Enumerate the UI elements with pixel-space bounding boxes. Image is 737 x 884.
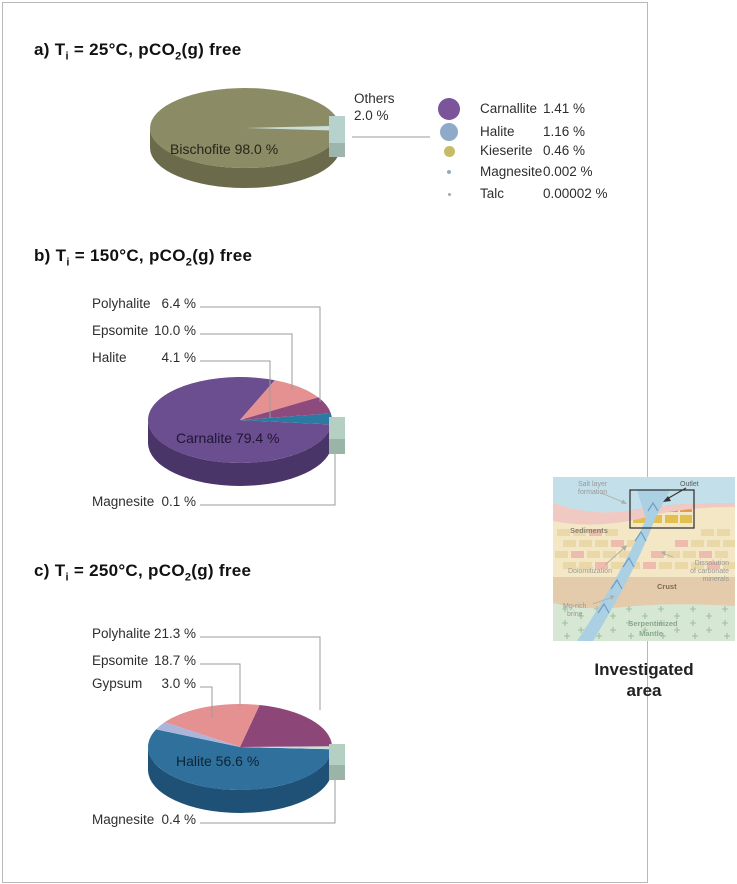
callout-value: 0.1 % <box>161 494 196 509</box>
legend-swatch-talc <box>448 193 451 196</box>
title-part: = 250°C, pCO <box>68 561 185 580</box>
pie-b-exploded-square-side <box>329 439 345 454</box>
chart-c-title <box>34 561 251 583</box>
title-part: (g) free <box>181 40 242 59</box>
legend-swatch-kieserite <box>444 146 455 157</box>
pie-c-polyhalite-leader <box>200 637 320 710</box>
title-subscript: i <box>65 50 69 63</box>
callout-value: 0.4 % <box>161 812 196 827</box>
pie-b-main-label: Carnalite 79.4 % <box>176 430 280 446</box>
title-subscript: 2 <box>175 50 182 63</box>
legend-value: 0.46 % <box>543 143 586 158</box>
legend-value: 0.00002 % <box>543 186 608 201</box>
title-part: (g) free <box>191 561 252 580</box>
legend-value: 1.16 % <box>543 124 586 139</box>
callout-value: 10.0 % <box>153 323 196 338</box>
title-subscript: i <box>66 256 70 269</box>
caption-line: Investigated <box>594 660 694 679</box>
chart-b-title <box>34 246 252 268</box>
title-part: = 150°C, pCO <box>69 246 186 265</box>
mantle-label-1: Serpentinized <box>628 619 678 628</box>
dolomitization-label: Dolomitization <box>568 568 612 575</box>
legend-swatch-magnesite <box>447 170 451 174</box>
outlet-label: Outlet <box>680 481 699 488</box>
callout-value: 3.0 % <box>161 676 196 691</box>
callout-value: 18.7 % <box>153 653 196 668</box>
pie-c-exploded-square-top <box>329 744 345 765</box>
title-part: c) T <box>34 561 66 580</box>
pie-a-exploded-square-side <box>329 143 345 157</box>
title-subscript: 2 <box>184 571 192 584</box>
chart-a-title <box>34 40 242 62</box>
caption-line: area <box>626 681 662 700</box>
pie-a-main-label: Bischofite 98.0 % <box>170 141 279 157</box>
title-subscript: 2 <box>185 256 193 269</box>
legend-name: Talc <box>480 186 505 201</box>
legend-name: Halite <box>480 124 515 139</box>
legend-swatch-halite <box>440 123 458 141</box>
legend-name: Carnallite <box>480 101 538 116</box>
legend-name: Kieserite <box>480 143 533 158</box>
pie-c-exploded-square-side <box>329 765 345 780</box>
callout-name: Magnesite <box>92 812 155 827</box>
callout-name: Halite <box>92 350 127 365</box>
salt-layer-label: Salt layer <box>578 481 608 488</box>
title-part: a) T <box>34 40 66 59</box>
crust-label: Crust <box>657 582 677 591</box>
pie-a-others-value: 2.0 % <box>354 108 389 123</box>
legend-value: 0.002 % <box>543 164 593 179</box>
salt-layer-label-2: formation <box>578 489 608 496</box>
pie-a-others-label: Others <box>354 91 395 106</box>
callout-name: Polyhalite <box>92 296 151 311</box>
callout-value: 6.4 % <box>161 296 196 311</box>
pie-c-main-label: Halite 56.6 % <box>176 753 260 769</box>
callout-name: Polyhalite <box>92 626 151 641</box>
dissolution-label-2: of carbonate <box>690 568 729 575</box>
investigated-area-diagram <box>553 477 735 641</box>
sediments-label: Sediments <box>570 526 608 535</box>
title-subscript: i <box>65 571 69 584</box>
dissolution-label-3: minerals <box>702 576 729 583</box>
pie-c-epsomite-leader <box>200 664 240 706</box>
callout-name: Gypsum <box>92 676 143 691</box>
investigated-area-caption <box>553 659 735 701</box>
callout-value: 4.1 % <box>161 350 196 365</box>
dissolution-label-1: Dissolution <box>694 560 729 567</box>
mg-brine-label-2: brine <box>567 611 583 618</box>
callout-name: Magnesite <box>92 494 155 509</box>
callout-name: Epsomite <box>92 323 149 338</box>
legend-name: Magnesite <box>480 164 543 179</box>
mg-brine-label-1: Mg-rich <box>563 603 587 610</box>
legend-value: 1.41 % <box>543 101 586 116</box>
callout-name: Epsomite <box>92 653 149 668</box>
pie-a-exploded-square-top <box>329 116 345 143</box>
pie-b-exploded-square-top <box>329 417 345 439</box>
callout-value: 21.3 % <box>153 626 196 641</box>
title-part: = 25°C, pCO <box>68 40 176 59</box>
legend-swatch-carnallite <box>438 98 460 120</box>
title-part: (g) free <box>192 246 253 265</box>
title-part: b) T <box>34 246 67 265</box>
mantle-label-2: Mantle <box>639 629 663 638</box>
